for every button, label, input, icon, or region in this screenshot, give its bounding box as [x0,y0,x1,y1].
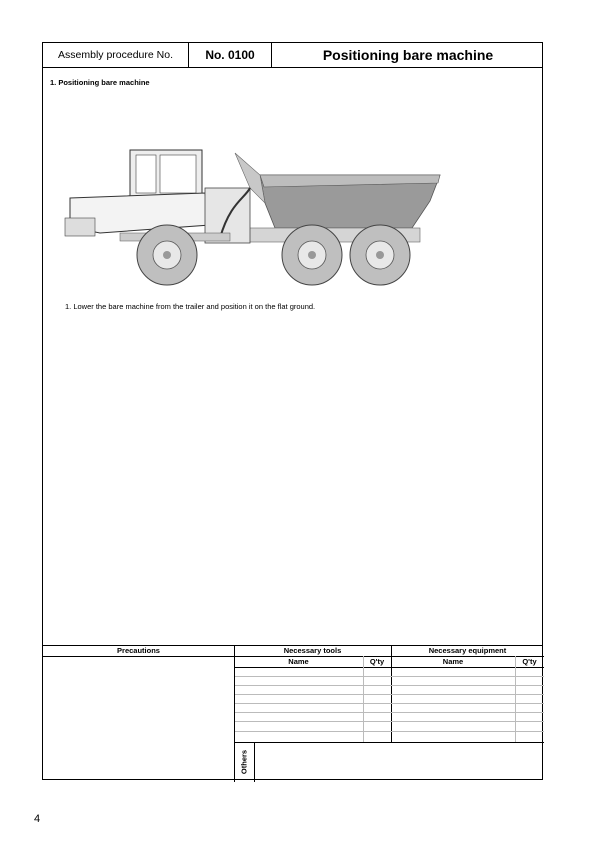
procedure-label: Assembly procedure No. [43,43,189,67]
sheet-title: Positioning bare machine [322,47,494,63]
procedure-number: No. 0100 [189,43,272,67]
tools-name-col: Name [288,657,309,666]
step-text: 1. Lower the bare machine from the trailer and position it on the flat ground. [65,302,316,311]
equipment-name-col: Name [442,657,464,666]
equipment-qty-col: Q'ty [522,657,537,666]
others-label: Others [239,749,249,775]
precautions-header: Precautions [117,646,160,655]
truck-illustration [60,143,450,288]
procedure-sheet [42,42,543,780]
tools-header: Necessary tools [283,646,342,655]
resources-table [43,645,542,781]
page-number: 4 [34,813,41,825]
sheet-header [43,43,542,68]
section-title: 1. Positioning bare machine [50,78,150,87]
equipment-header: Necessary equipment [428,646,507,655]
tools-qty-col: Q'ty [369,657,385,666]
